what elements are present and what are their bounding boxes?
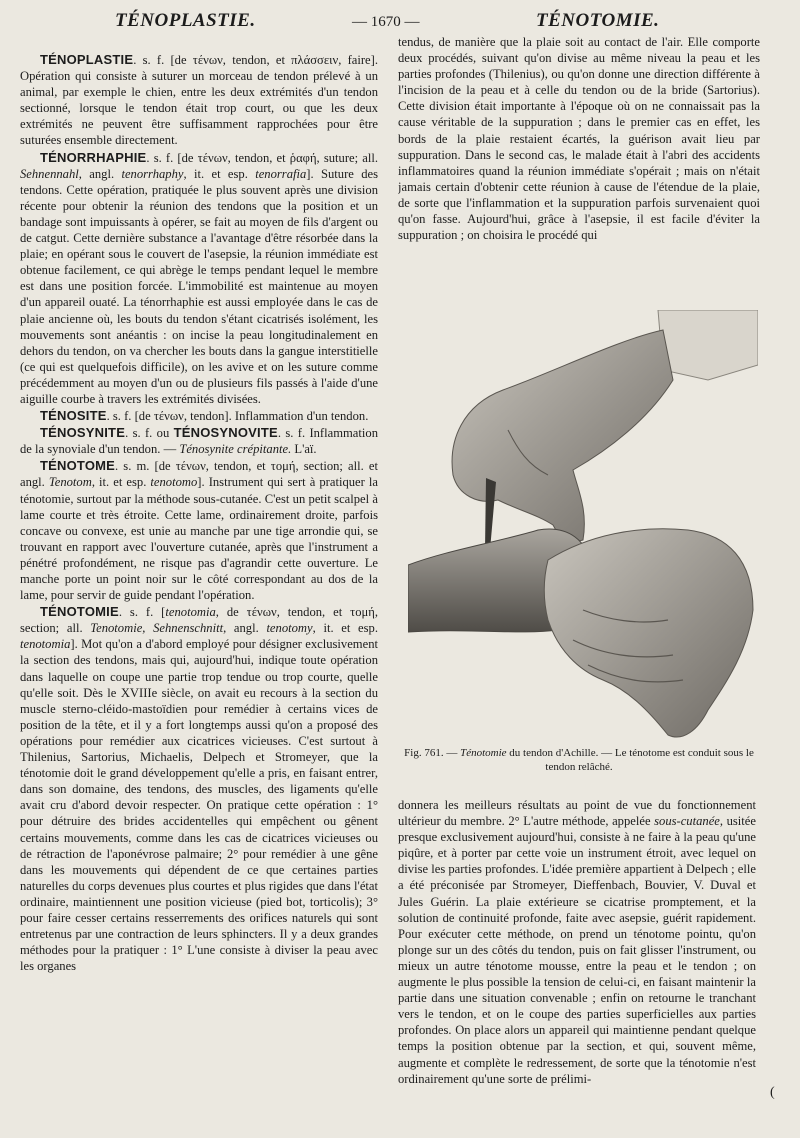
entry-tenoplastie — [20, 52, 378, 149]
entry-text: , it. et esp. — [312, 621, 378, 636]
entry-tenosynite — [20, 425, 378, 457]
right-column-bottom — [398, 797, 756, 1119]
headword: TÉNOSYNOVITE — [173, 425, 278, 441]
headword: TÉNOPLASTIE — [40, 52, 134, 67]
headword: TÉNOSYNITE — [40, 425, 126, 441]
foreign-term: Tenotomie, Sehnenschnitt — [90, 621, 224, 636]
headword: TÉNOSITE — [40, 408, 107, 424]
tenotomy-hands-illustration — [408, 310, 758, 742]
entry-tenotome — [20, 458, 378, 603]
foreign-term: tenorrhaphy — [121, 166, 184, 181]
entry-text: . s. f. [de τένων, tendon]. Inflammation d'un tendon. — [106, 409, 369, 424]
headword: TÉNOTOMIE — [40, 604, 119, 620]
body-text-part: donnera les meilleurs résultats au point de vue du fonctionnement ultérieur du membre. 2° L'autre méthode, appelée — [398, 798, 756, 829]
entry-text: , it. et esp. — [91, 475, 151, 490]
header-right-title: TÉNOTOMIE. — [536, 10, 660, 31]
entry-tenotomie — [20, 604, 378, 974]
figure-illustration — [408, 310, 758, 742]
entry-text: . s. f. Inflammation de la synoviale d'un tendon. — — [20, 426, 378, 457]
caption-italic: Ténotomie — [460, 747, 507, 759]
entry-text: . s. f. [ — [118, 605, 166, 620]
entry-text: , angl. — [78, 166, 122, 181]
entry-text: ]. Instrument qui sert à pratiquer la ténotomie, surtout par la méthode sous-cutanée. C'est un petit scalpel à lame courte et très étroite. Cette lame, ordinairement droite, parfois concave ou convexe, est unie au manche par une tige arrondie qui, se trouvant en rapport avec l'ouverture cutanée, après que l'instrument a pénétré profondément, ne risque pas d'agrandir cette ouverture. Le manche porte un point noir sur le côté correspondant au dos de la lame, pour servir de guide pendant l'opération. — [20, 475, 378, 603]
entry-text: , angl. — [223, 621, 267, 636]
entry-text: . s. f. [de τένων, tendon, et πλάσσειν, faire]. Opération qui consiste à suturer un morceau de tendon prélevé à un animal, par exemple le chien, entre les deux extrémités d'un tendon sectionné, lorsque le tendon était trop court, ou que les deux extrémités ne peuvent être suffisamment rapprochées pour être suturées ensemble directement. — [20, 53, 378, 148]
body-text — [398, 797, 756, 1087]
left-column — [20, 52, 378, 1122]
caption-text: du tendon d'Achille. — Le ténotome est conduit sous le tendon relâché. — [506, 747, 754, 773]
entry-text: ]. Mot qu'on a d'abord employé pour désigner exclusivement la section des tendons, mais qui, aujourd'hui, indique toute opération dans laquelle on coupe une partie trop tendue ou trop courte, quelle qu'elle soit. Dès le XVIIIe siècle, on avait eu recours à la section du muscle sterno-cléido-mastoïdien pour remédier à certains vices de position de la tête, et il y a fort longtemps aussi qu'on a proposé des opérations pour remédier aux cicatrices vicieuses. C'est surtout à Thilenius, Sartorius, Michaelis, Delpech et Stromeyer, que la ténotomie doit le grand développement qu'elle a pris, en faisant entrer, dans son domaine, des tendons, des muscles, des ligaments qu'elle avait cru d'abord devoir respecter. On pratique cette opération : 1° pour détruire des brides accidentelles qui empêchent ou gênent certains mouvements, comme dans les cas de cicatrices vicieuses ou de rétraction de l'aponévrose palmaire; 2° pour remédier à une gêne dans les mouvements qui dépendent de ce que certaines parties naturelles du corps devenues plus courtes et plus rigides que dans l'état ordinaire, maintiennent une position vicieuse (pied bot, torticolis); 3° pour faire cesser certains resserrements des orifices naturels qui sont entretenus par une contraction de leurs sphincters. Il y a deux grandes méthodes pour la pratiquer : 1° L'une consiste à diviser la peau avec les organes — [20, 637, 378, 974]
foreign-term: Sehnennahl — [20, 166, 79, 181]
entry-tenosite — [20, 408, 378, 424]
headword: TÉNORRHAPHIE — [40, 149, 147, 165]
header-left-title: TÉNOPLASTIE. — [115, 10, 256, 31]
foreign-term: tenotomia — [165, 605, 216, 620]
entry-text: , de τένων, tendon, et τομή, section; all. — [20, 605, 378, 636]
entry-text: , it. et esp. — [183, 166, 256, 181]
margin-mark: ( — [770, 1085, 775, 1100]
headword: TÉNOTOME — [40, 458, 116, 474]
continued-text: tendus, de manière que la plaie soit au contact de l'air. Elle comporte deux procédés, suivant qu'on divise au même niveau la peau et les parties profondes (Thilenius), ou qu'on donne une direction différente à l'incision de la peau et à celle du tendon ou de la bride (Sartorius). Cette division était importante à l'époque où on ne connaissait pas la cause véritable de la suppuration ; dans le premier cas en effet, les bords de la plaie restaient écartés, la guérison avait lieu par suppuration. Dans le second cas, le malade était à l'abri des accidents inflammatoires quand la réunion immédiate s'opérait ; mais on n'était jamais certain d'obtenir cette réunion à cause de l'étendue de la plaie, de sorte que l'inflammation et la suppuration parfois survenaient quoi qu'on fasse. Aujourd'hui, grâce à l'asepsie, il est facile d'éviter la suppuration ; on choisira le procédé qui — [398, 35, 760, 243]
foreign-term: tenotomia — [20, 637, 71, 652]
italic-term: Ténosynite crépitante. — [179, 442, 292, 457]
entry-text: L'aï. — [291, 442, 317, 457]
body-text-part: , usitée presque exclusivement aujourd'hui, consiste à ne faire à la peau qu'une piqûre, et à porter par cette voie un instrument étroit, avec lequel on divise les parties profondes. L'idée première appartient à Delpech ; elle a été préconisée par Stromeyer, Dieffenbach, Bouvier, V. Duval et Jules Guérin. La plaie extérieure se cicatrise promptement, et la solution de continuité profonde, faite avec asepsie, guérit rapidement. Pour exécuter cette méthode, on prend un ténotome pointu, qu'on plonge sur un des côtés du tendon, puis on fait glisser l'instrument, ou mieux un autre ténotome mousse, entre la peau et le tendon ; on augmente le plus possible la tension de celui-ci, en faisant maintenir la partie dans une situation convenable ; enfin on retourne le tranchant vers le tendon, et on le coupe des parties superficielles aux parties profondes. On place alors un appareil qui maintienne pendant quelque temps la position obtenue par la section, et qui, souvent même, augmente et complète le redressement, de sorte que la ténotomie n'est ordinairement qu'une sorte de prélimi- — [398, 814, 756, 1086]
entry-text: . s. m. [de τένων, tendon, et τομή, section; all. et angl. — [20, 459, 378, 490]
entry-text: . s. f. [de τένων, tendon, et ῥαφή, suture; all. — [146, 150, 378, 165]
entry-text: . s. f. ou — [125, 426, 174, 441]
italic-term: sous-cutanée — [654, 814, 720, 829]
foreign-term: Tenotom — [48, 475, 92, 490]
figure-caption — [398, 746, 760, 774]
foreign-term: tenotomo — [150, 475, 198, 490]
foreign-term: tenotomy — [266, 621, 313, 636]
caption-label: Fig. 761. — — [404, 747, 461, 759]
entry-tenorrhaphie — [20, 150, 378, 408]
entry-text: ]. Suture des tendons. Cette opération, pratiquée le plus souvent après une division récente pour obtenir la réunion des tendons que la position et un bandage sont impuissants à opérer, se fait au moyen de fils d'argent ou de catgut. Cette dernière substance a l'avantage d'être résorbée dans la plaie; en opérant sous le couvert de l'asepsie, la réunion immédiate est obtenue facilement, ce qui abrège le temps pendant lequel le membre est dans une position forcée. L'immobilité est maintenue au moyen d'un appareil ouaté. La ténorrhaphie est aussi employée dans le cas de plaie ancienne où, les bouts du tendon s'étant cicatrisés isolément, les mouvements sont anéantis : on incise la peau longitudinalement en dehors du tendon, on va chercher les bouts dans la gangue interstitielle (ce qui est quelquefois difficile), on les avive et on les suture comme précédemment au moyen d'un ou de plusieurs fils passés à l'aide d'une aiguille courbe à travers les extrémités divisées. — [20, 166, 378, 406]
page-number: — 1670 — — [352, 14, 420, 30]
foreign-term: tenorrafia — [255, 166, 307, 181]
sleeve-cuff — [658, 310, 758, 380]
right-column-top — [398, 34, 760, 286]
